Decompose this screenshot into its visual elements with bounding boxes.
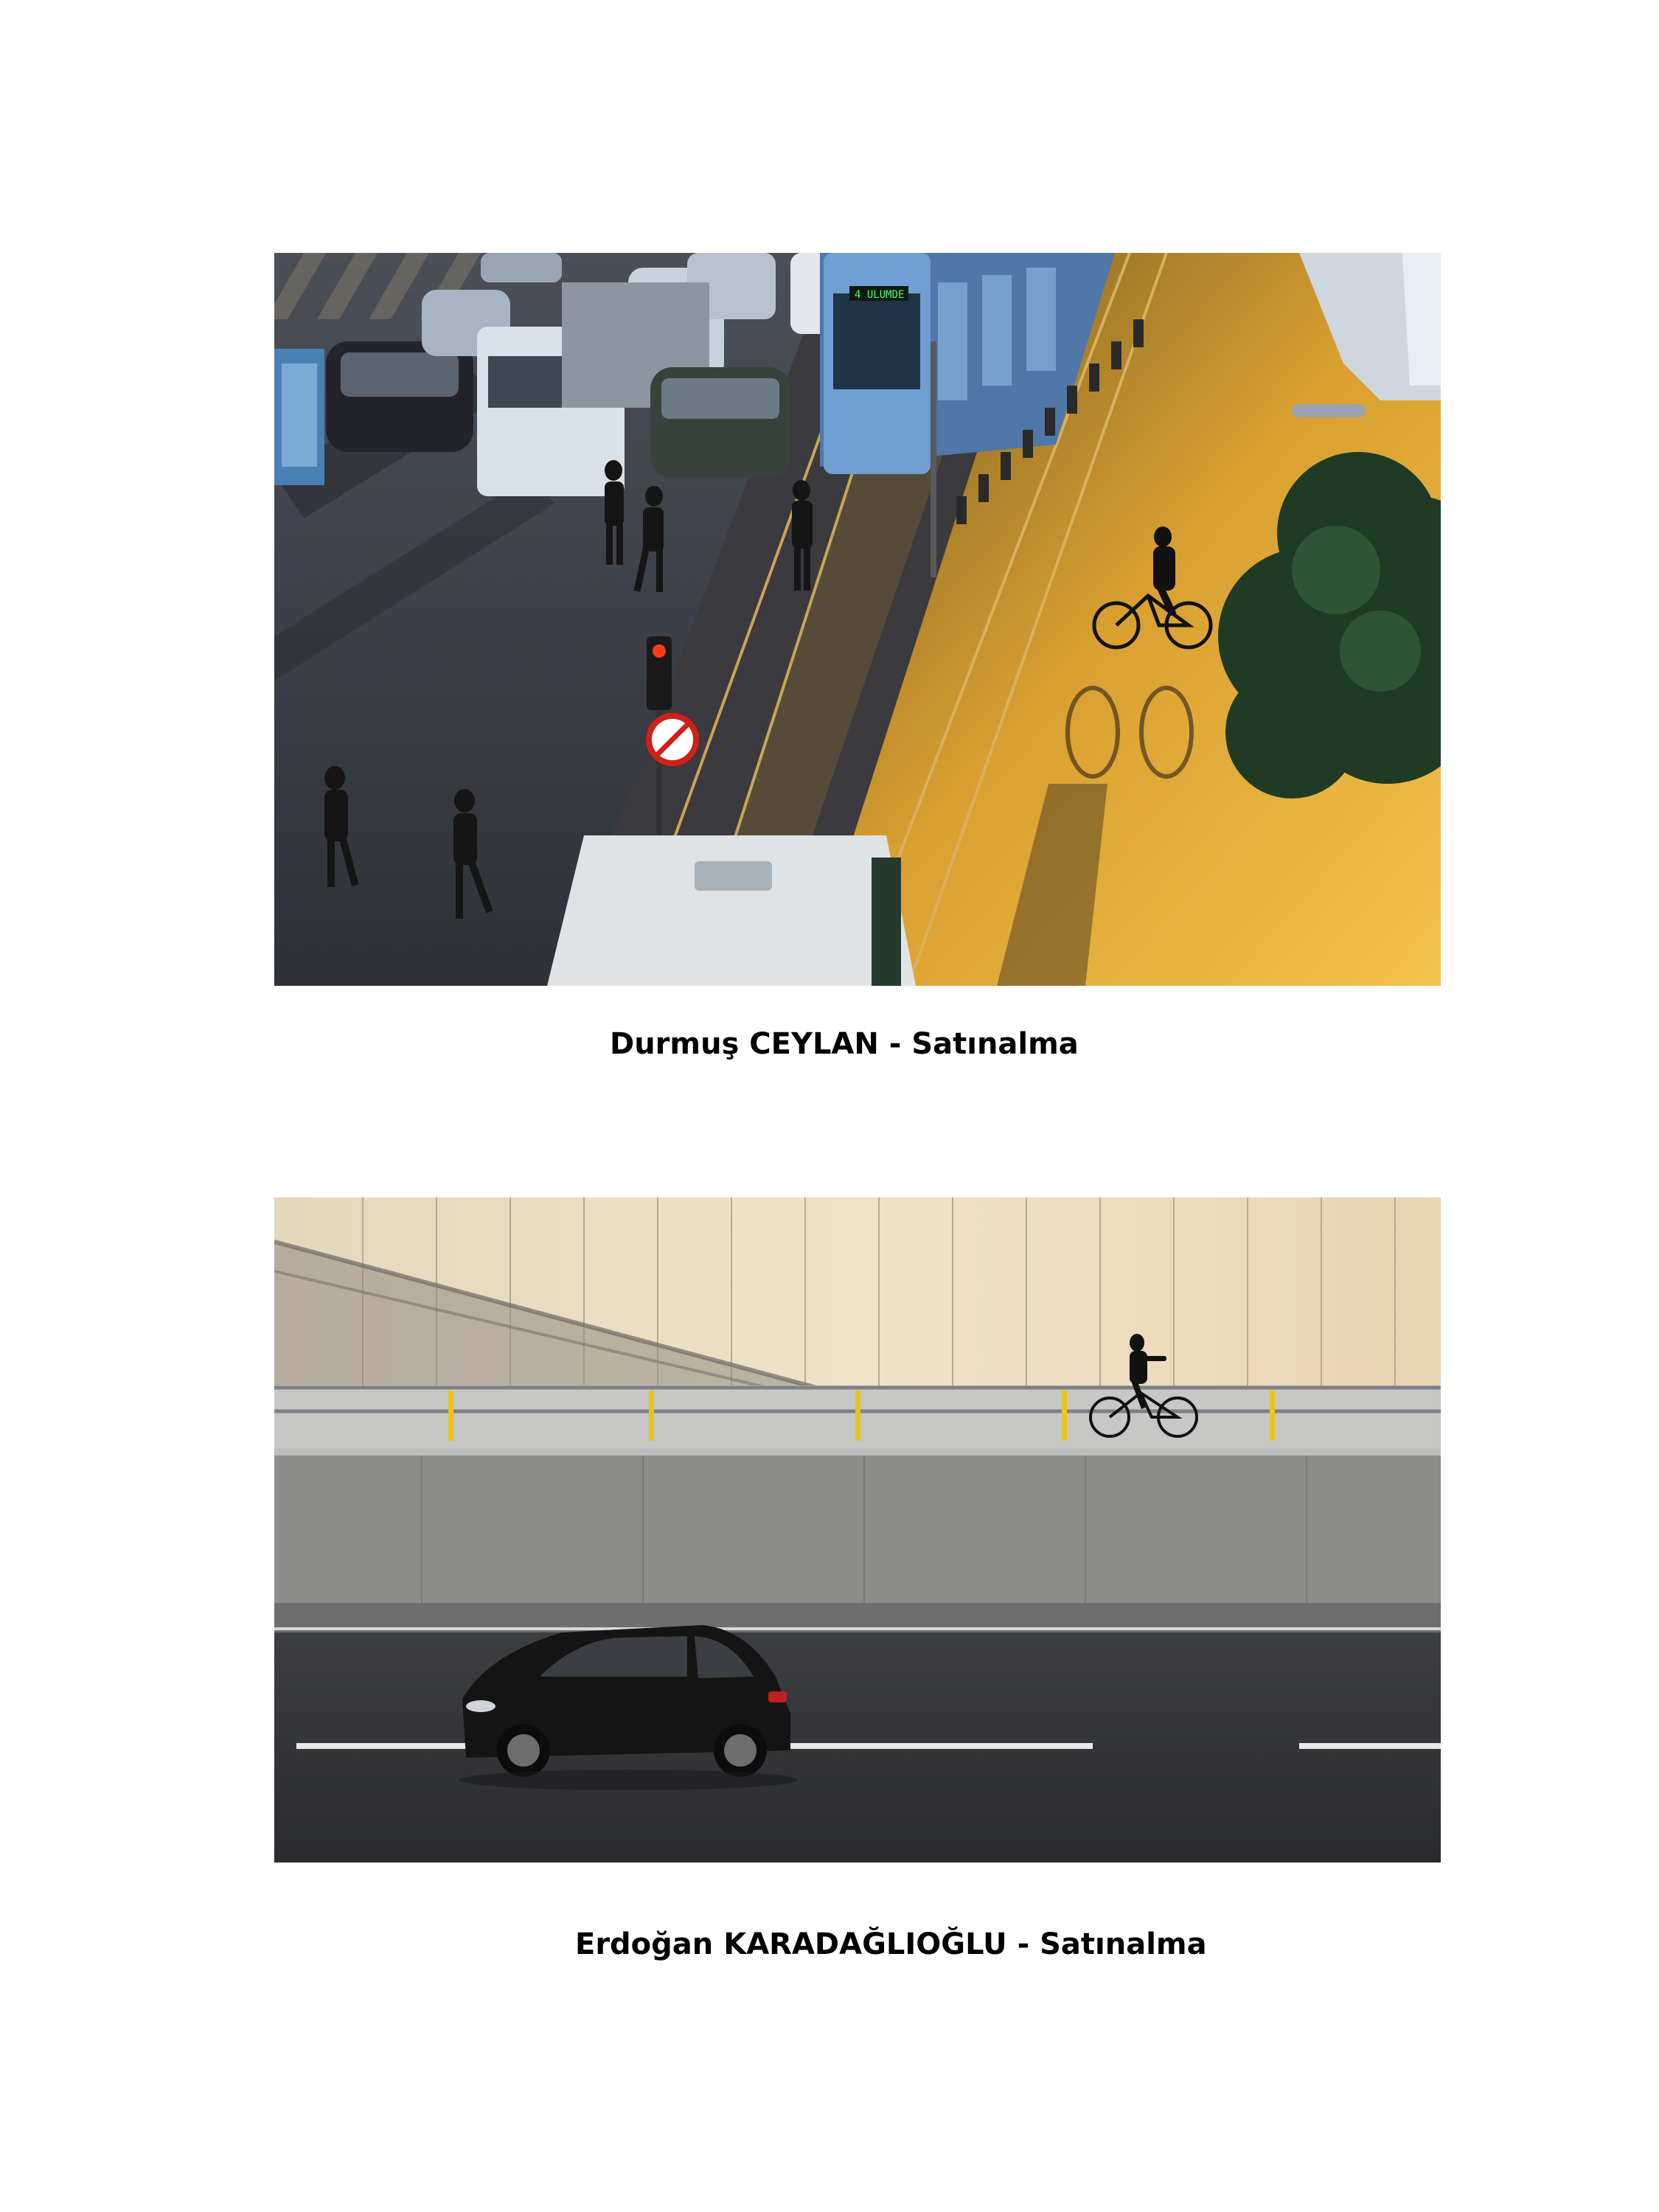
- photo-underpass-car: [274, 1197, 1441, 1863]
- street-tram-image: [274, 253, 1441, 986]
- photo-caption-1: Durmuş CEYLAN - Satınalma: [610, 1027, 1079, 1061]
- photo-street-tram: [274, 253, 1441, 986]
- underpass-car-image: [274, 1197, 1441, 1863]
- tram-destination-display: 4 ULUMDE: [855, 289, 905, 301]
- photo-caption-2: Erdoğan KARADAĞLIOĞLU - Satınalma: [575, 1927, 1207, 1961]
